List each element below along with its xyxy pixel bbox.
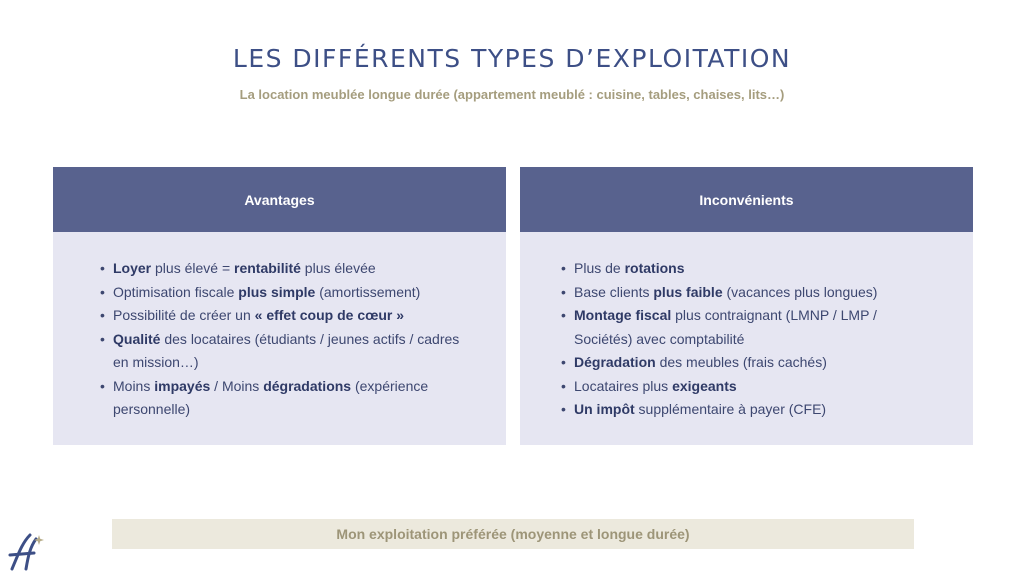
disadvantages-card — [520, 167, 973, 445]
list-item — [561, 304, 924, 351]
preferred-exploitation-bar: Mon exploitation préférée (moyenne et longue durée) — [112, 519, 914, 549]
list-item — [561, 281, 924, 305]
emphasis-text: Montage fiscal — [574, 307, 672, 323]
item-text: (vacances plus longues) — [722, 283, 878, 300]
item-text: plus élevée — [300, 260, 376, 276]
emphasis-text: plus faible — [653, 283, 723, 300]
emphasis-text: Loyer — [113, 260, 152, 276]
disadvantages-header: Inconvénients — [520, 167, 973, 232]
item-text: supplémentaire à payer (CFE) — [634, 401, 827, 417]
emphasis-text: impayés — [154, 377, 211, 394]
item-text: Base clients — [574, 283, 654, 300]
bullet-icon: • — [100, 260, 105, 276]
list-item — [100, 281, 463, 305]
bullet-icon: • — [100, 307, 105, 323]
emphasis-text: dégradations — [263, 377, 352, 394]
list-item — [100, 375, 463, 422]
item-text: Moins — [113, 377, 155, 394]
list-item — [561, 398, 924, 422]
bullet-icon: • — [100, 330, 105, 347]
bullet-icon: • — [561, 260, 566, 276]
emphasis-text: plus simple — [238, 283, 316, 300]
item-text: plus élevé = — [151, 260, 235, 276]
emphasis-text: Qualité — [113, 330, 161, 347]
page-subtitle: La location meublée longue durée (appartement meublé : cuisine, tables, chaises, lits…) — [239, 87, 785, 102]
list-item — [100, 328, 463, 375]
item-text: (amortissement) — [315, 283, 421, 300]
bullet-icon: • — [561, 401, 566, 417]
item-text: Optimisation fiscale — [113, 283, 239, 300]
list-item — [561, 351, 924, 375]
bullet-icon: • — [561, 354, 566, 370]
bullet-icon: • — [561, 283, 566, 300]
item-text: Possibilité de créer un — [113, 307, 255, 323]
bullet-icon: • — [100, 377, 105, 394]
emphasis-text: « effet coup de cœur » — [254, 307, 404, 323]
emphasis-text: exigeants — [672, 377, 737, 394]
advantages-card — [53, 167, 506, 445]
item-text: (expérience personnelle) — [113, 377, 429, 417]
advantages-header: Avantages — [53, 167, 506, 232]
list-item — [561, 257, 924, 281]
item-text: plus contraignant (LMNP / LMP / Sociétés) avec comptabilité — [574, 307, 877, 347]
item-text: / Moins — [210, 377, 264, 394]
list-item — [100, 257, 463, 281]
brand-logo-icon — [8, 531, 46, 571]
item-text: des meubles (frais cachés) — [655, 354, 827, 370]
bullet-icon: • — [100, 283, 105, 300]
page-title: LES DIFFÉRENTS TYPES D’EXPLOITATION — [232, 44, 792, 73]
bullet-icon: • — [561, 307, 566, 323]
list-item — [100, 304, 463, 328]
item-text: des locataires (étudiants / jeunes actifs / cadres en mission…) — [113, 330, 460, 370]
emphasis-text: rentabilité — [234, 260, 301, 276]
advantages-list — [100, 257, 463, 422]
item-text: Plus de — [574, 260, 625, 276]
list-item — [561, 375, 924, 399]
emphasis-text: Un impôt — [574, 401, 635, 417]
disadvantages-list — [561, 257, 924, 422]
bullet-icon: • — [561, 377, 566, 394]
item-text: Locataires plus — [574, 377, 673, 394]
emphasis-text: Dégradation — [574, 354, 656, 370]
emphasis-text: rotations — [624, 260, 685, 276]
